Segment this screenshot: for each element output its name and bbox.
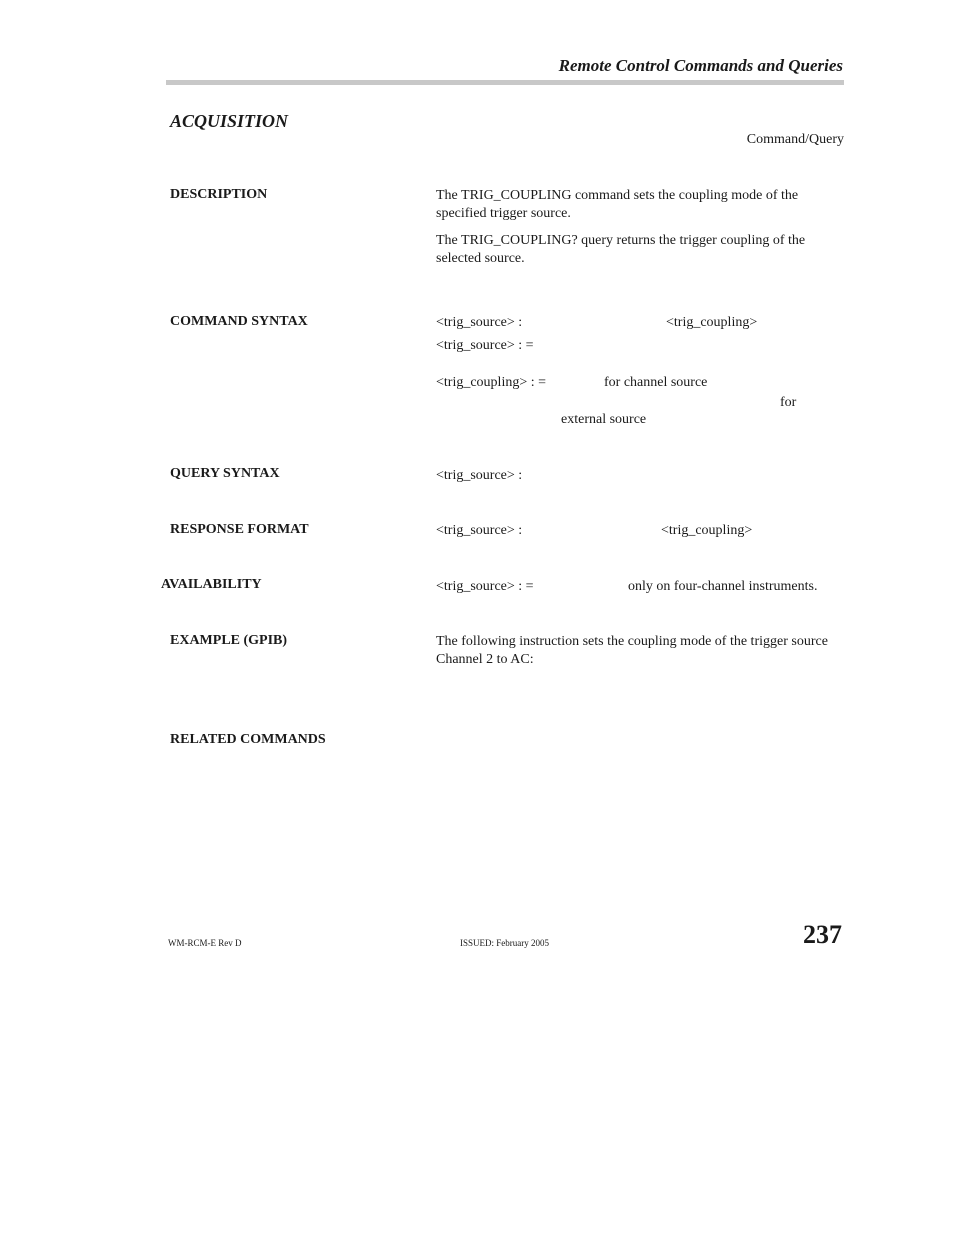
- availability-trig-source: <trig_source> : =: [436, 579, 534, 594]
- footer-doc-id: WM-RCM-E Rev D: [168, 938, 242, 948]
- description-label: DESCRIPTION: [170, 187, 268, 202]
- command-syntax-trig-coupling: <trig_coupling>: [666, 315, 758, 330]
- response-format-trig-coupling: <trig_coupling>: [661, 523, 753, 538]
- section-title: ACQUISITION: [170, 111, 289, 131]
- command-syntax-for: for: [780, 395, 797, 410]
- command-syntax-channel-source-note: for channel source: [604, 375, 708, 390]
- example-label: EXAMPLE (GPIB): [170, 633, 288, 648]
- command-syntax-trig-source-def: <trig_source> : =: [436, 338, 534, 353]
- description-para-2: The TRIG_COUPLING? query returns the trigger coupling of the selected source.: [436, 233, 806, 266]
- running-header-title: Remote Control Commands and Queries: [558, 56, 843, 75]
- command-syntax-label: COMMAND SYNTAX: [170, 314, 308, 329]
- response-format-trig-source: <trig_source> :: [436, 523, 523, 538]
- response-format-label: RESPONSE FORMAT: [170, 522, 309, 537]
- command-syntax-external-source-note: external source: [561, 412, 647, 427]
- command-syntax-trig-coupling-def: <trig_coupling> : =: [436, 375, 547, 390]
- query-syntax-label: QUERY SYNTAX: [170, 466, 280, 481]
- header-rule: [166, 80, 844, 85]
- footer-issued: ISSUED: February 2005: [460, 938, 549, 948]
- related-commands-label: RELATED COMMANDS: [170, 732, 326, 747]
- availability-label: AVAILABILITY: [161, 577, 262, 592]
- example-para: The following instruction sets the coupling mode of the trigger source Channel 2 to AC:: [436, 634, 839, 667]
- command-syntax-trig-source: <trig_source> :: [436, 315, 523, 330]
- command-type: Command/Query: [746, 132, 844, 147]
- query-syntax-trig-source: <trig_source> :: [436, 468, 523, 483]
- availability-note: only on four-channel instruments.: [628, 579, 818, 594]
- page-number: 237: [803, 920, 842, 949]
- description-para-1: The TRIG_COUPLING command sets the coupling mode of the specified trigger source.: [436, 188, 799, 221]
